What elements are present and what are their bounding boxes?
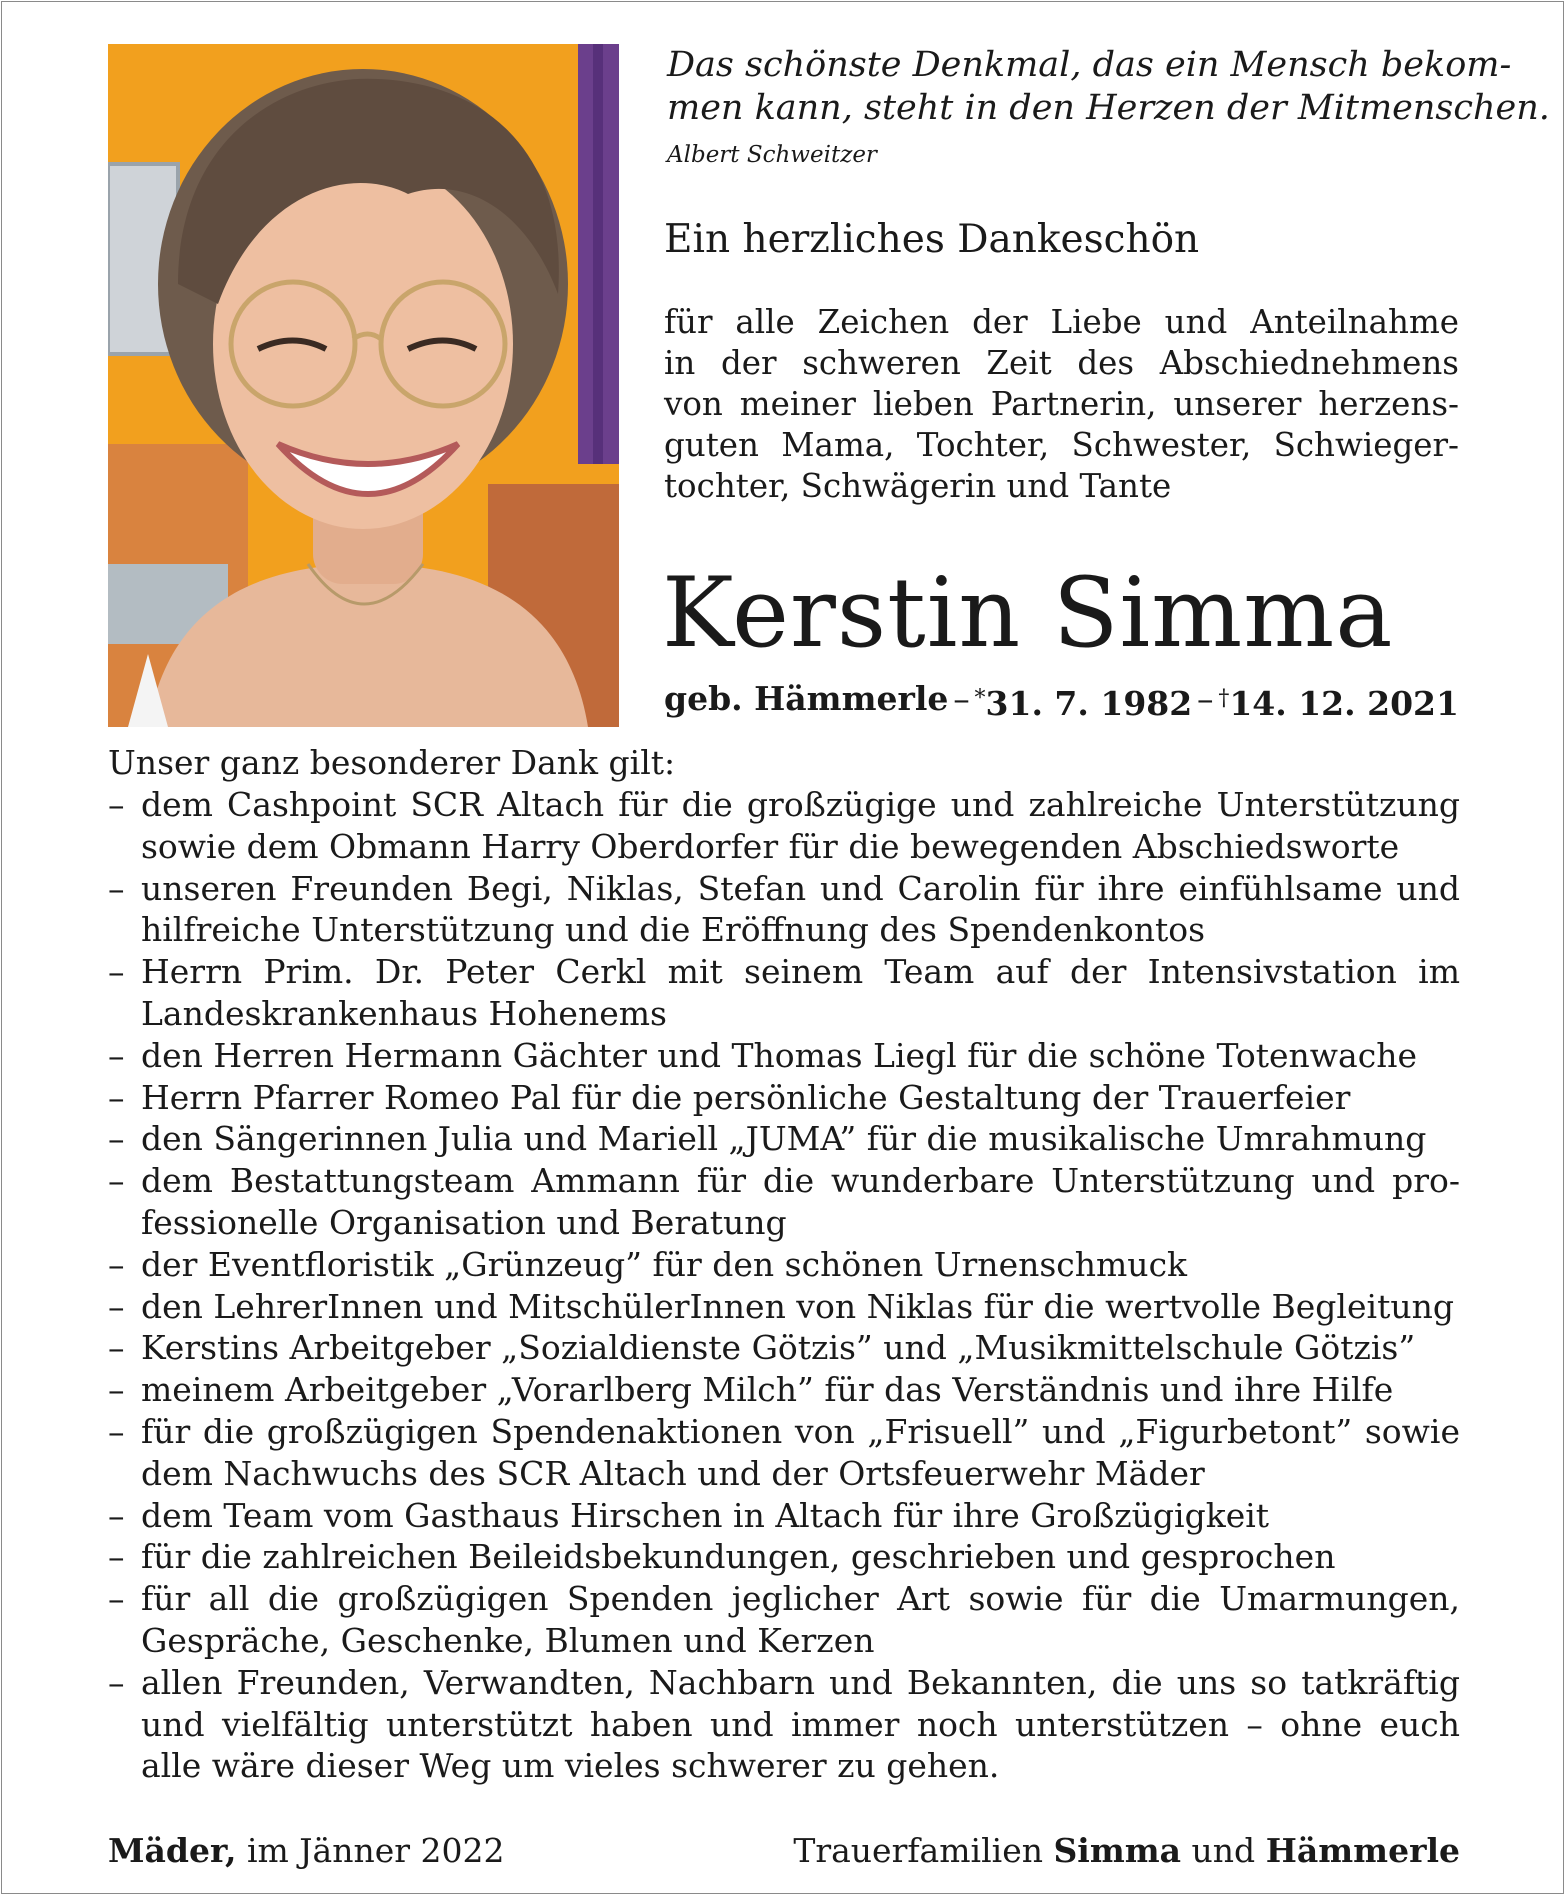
thanks-item-line: den LehrerInnen und MitschülerInnen von Niklas für die wertvolle Begleitung	[141, 1286, 1454, 1326]
thanks-item	[108, 1244, 1460, 1286]
portrait-illustration	[108, 44, 619, 727]
list-dash: –	[108, 1077, 125, 1117]
thanks-item-line: dem Bestattungsteam Ammann für die wunderbare Unterstützung und pro-	[141, 1161, 1460, 1201]
list-dash: –	[108, 785, 125, 824]
intro-text	[664, 302, 1459, 507]
thanks-item	[108, 1536, 1460, 1578]
intro-line: in der schweren Zeit des Abschiednehmens	[664, 344, 1459, 382]
list-dash: –	[108, 1370, 125, 1410]
intro-line: guten Mama, Tochter, Schwester, Schwieger-	[664, 426, 1459, 464]
thanks-item-line: fessionelle Organisation und Beratung	[141, 1202, 787, 1242]
intro-line: tochter, Schwägerin und Tante	[664, 467, 1172, 505]
birth-symbol: *	[974, 686, 986, 711]
quote-author: Albert Schweitzer	[667, 142, 877, 168]
thanks-item	[108, 868, 1460, 952]
born-name: geb. Hämmerle	[664, 679, 949, 718]
thanks-item	[108, 1077, 1460, 1119]
thanks-item-line: dem Nachwuchs des SCR Altach und der Ortsfeuerwehr Mäder	[141, 1453, 1205, 1493]
list-dash: –	[108, 1286, 125, 1326]
families-and: und	[1181, 1831, 1266, 1870]
thanks-item	[108, 1035, 1460, 1077]
thanks-item-line: meinem Arbeitgeber „Vorarlberg Milch” für das Verständnis und ihre Hilfe	[141, 1370, 1394, 1410]
list-dash: –	[108, 1119, 125, 1159]
thanks-item	[108, 1286, 1460, 1328]
portrait-photo	[108, 44, 619, 727]
families-prefix: Trauerfamilien	[793, 1831, 1054, 1870]
list-dash: –	[108, 1579, 125, 1619]
death-date-group	[1218, 678, 1459, 725]
thanks-item-line: Herrn Pfarrer Romeo Pal für die persönliche Gestaltung der Trauerfeier	[141, 1077, 1351, 1117]
list-dash: –	[108, 1161, 125, 1201]
thanks-item-line: Herrn Prim. Dr. Peter Cerkl mit seinem Team auf der Intensivstation im	[141, 952, 1460, 992]
thanks-item-line: für die zahlreichen Beileidsbekundungen, geschrieben und gesprochen	[141, 1537, 1336, 1577]
thanks-item-line: hilfreiche Unterstützung und die Eröffnung des Spendenkontos	[141, 910, 1206, 950]
intro-line: von meiner lieben Partnerin, unserer herzens-	[664, 385, 1459, 423]
thanks-item	[108, 1662, 1460, 1787]
intro-line: für alle Zeichen der Liebe und Anteilnahme	[664, 303, 1459, 341]
date: im Jänner 2022	[236, 1831, 505, 1870]
list-dash: –	[108, 868, 125, 908]
birth-date: 31. 7. 1982	[985, 684, 1193, 723]
special-thanks-heading: Unser ganz besonderer Dank gilt:	[108, 743, 676, 782]
quote-line: Das schönste Denkmal, das ein Mensch bekom-	[667, 45, 1512, 85]
life-dates	[664, 678, 1459, 725]
thanks-item	[108, 1118, 1460, 1160]
place: Mäder,	[108, 1831, 237, 1870]
dates-separator: –	[1197, 679, 1214, 718]
list-dash: –	[108, 1537, 125, 1577]
thanks-item-line: Gespräche, Geschenke, Blumen und Kerzen	[141, 1620, 875, 1660]
footer	[108, 1830, 1460, 1872]
thanks-item-line: Kerstins Arbeitgeber „Sozialdienste Götzis” und „Musikmittelschule Götzis”	[141, 1328, 1416, 1368]
thanks-item	[108, 1495, 1460, 1537]
thanks-item-line: sowie dem Obmann Harry Oberdorfer für die bewegenden Abschiedsworte	[141, 826, 1400, 866]
list-dash: –	[108, 1035, 125, 1075]
thanks-item	[108, 1327, 1460, 1369]
death-symbol: †	[1218, 686, 1230, 711]
thanks-item-line: dem Cashpoint SCR Altach für die großzügige und zahlreiche Unterstützung	[141, 785, 1460, 824]
list-dash: –	[108, 1495, 125, 1535]
thanks-item-line: den Herren Hermann Gächter und Thomas Liegl für die schöne Totenwache	[141, 1035, 1417, 1075]
death-date: 14. 12. 2021	[1229, 684, 1459, 723]
list-dash: –	[108, 1328, 125, 1368]
thanks-item-line: unseren Freunden Begi, Niklas, Stefan und Carolin für ihre einfühlsame und	[141, 868, 1460, 908]
family-name: Hämmerle	[1265, 1831, 1460, 1870]
quote-line: men kann, steht in den Herzen der Mitmenschen.	[667, 88, 1550, 128]
quote	[667, 44, 1550, 130]
thanks-item	[108, 784, 1460, 868]
thanks-item	[108, 951, 1460, 1035]
list-dash: –	[108, 1411, 125, 1451]
thanks-item-line: den Sängerinnen Julia und Mariell „JUMA” für die musikalische Umrahmung	[141, 1119, 1427, 1159]
thanks-list	[108, 784, 1460, 1787]
thanks-item-line: für die großzügigen Spendenaktionen von „Frisuell” und „Figurbetont” sowie	[141, 1411, 1460, 1451]
family-name: Simma	[1053, 1831, 1182, 1870]
list-dash: –	[108, 1244, 125, 1284]
thanks-item	[108, 1578, 1460, 1662]
list-dash: –	[108, 952, 125, 992]
thanks-item-line: und vielfältig unterstützt haben und immer noch unterstützen – ohne euch	[141, 1704, 1460, 1744]
birth-date-group	[975, 678, 1193, 725]
dates-separator: –	[953, 679, 970, 718]
thanks-item-line: für all die großzügigen Spenden jeglicher Art sowie für die Umarmungen,	[141, 1579, 1460, 1619]
thanks-item-line: allen Freunden, Verwandten, Nachbarn und Bekannten, die uns so tatkräftig	[141, 1662, 1460, 1702]
deceased-name: Kerstin Simma	[662, 557, 1394, 669]
thanks-item	[108, 1411, 1460, 1495]
place-date	[108, 1830, 504, 1872]
families	[793, 1830, 1460, 1872]
thanks-item	[108, 1160, 1460, 1244]
thanks-title: Ein herzliches Dankeschön	[664, 217, 1200, 262]
thanks-item-line: der Eventfloristik „Grünzeug” für den schönen Urnenschmuck	[141, 1244, 1188, 1284]
thanks-item	[108, 1369, 1460, 1411]
thanks-item-line: dem Team vom Gasthaus Hirschen in Altach für ihre Großzügigkeit	[141, 1495, 1270, 1535]
list-dash: –	[108, 1662, 125, 1702]
thanks-item-line: Landeskrankenhaus Hohenems	[141, 993, 667, 1033]
thanks-item-line: alle wäre dieser Weg um vieles schwerer zu gehen.	[141, 1746, 1000, 1786]
